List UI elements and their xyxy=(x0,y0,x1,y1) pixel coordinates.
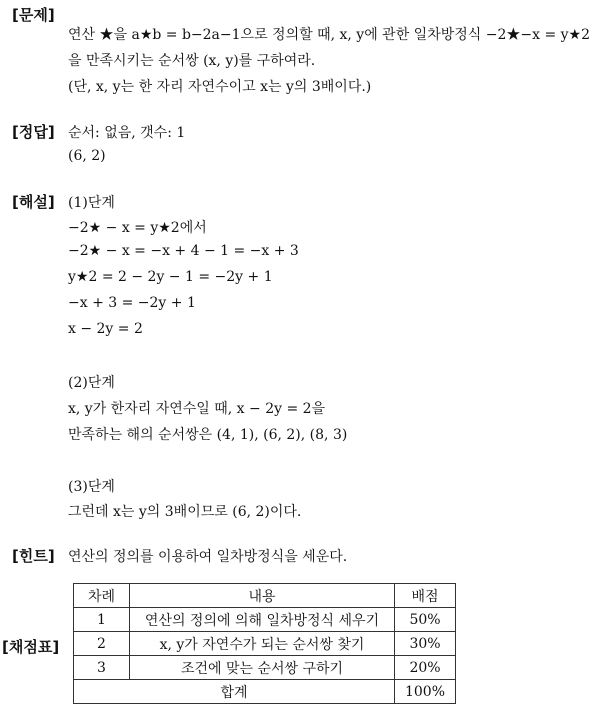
solution-label: [해설] xyxy=(12,193,55,211)
row-content: 연산의 정의에 의해 일차방정식 세우기 xyxy=(130,608,395,632)
solution-line: (3)단계 xyxy=(68,479,115,495)
problem-line: 연산 ★을 a★b = b−2a−1으로 정의할 때, x, y에 관한 일차방정식 −2★−x = y★2 xyxy=(68,27,590,43)
table-row xyxy=(74,608,456,632)
row-order: 1 xyxy=(74,608,130,632)
header-points: 배점 xyxy=(395,584,456,608)
solution-line: x − 2y = 2 xyxy=(68,321,143,337)
answer-line: (6, 2) xyxy=(68,148,106,164)
problem-line: (단, x, y는 한 자리 자연수이고 x는 y의 3배이다.) xyxy=(68,79,372,95)
solution-line: (1)단계 xyxy=(68,195,115,211)
row-points: 30% xyxy=(395,632,456,656)
table-header-row xyxy=(74,584,456,608)
hint-text: 연산의 정의를 이용하여 일차방정식을 세운다. xyxy=(68,549,348,565)
answer-label: [정답] xyxy=(12,123,55,141)
solution-line: −x + 3 = −2y + 1 xyxy=(68,295,196,311)
scoring-label: [채점표] xyxy=(2,638,60,656)
row-points: 50% xyxy=(395,608,456,632)
solution-line: y★2 = 2 − 2y − 1 = −2y + 1 xyxy=(68,269,273,285)
row-content: 조건에 맞는 순서쌍 구하기 xyxy=(130,656,395,680)
scoring-table xyxy=(73,583,456,704)
total-label: 합계 xyxy=(74,680,395,704)
hint-label: [힌트] xyxy=(12,547,55,565)
solution-line: −2★ − x = y★2에서 xyxy=(68,220,207,236)
row-order: 3 xyxy=(74,656,130,680)
row-points: 20% xyxy=(395,656,456,680)
total-value: 100% xyxy=(395,680,456,704)
problem-line: 을 만족시키는 순서쌍 (x, y)를 구하여라. xyxy=(68,53,316,69)
header-content: 내용 xyxy=(130,584,395,608)
solution-line: x, y가 한자리 자연수일 때, x − 2y = 2을 xyxy=(68,401,326,417)
solution-line: −2★ − x = −x + 4 − 1 = −x + 3 xyxy=(68,243,299,259)
row-order: 2 xyxy=(74,632,130,656)
solution-line: 만족하는 해의 순서쌍은 (4, 1), (6, 2), (8, 3) xyxy=(68,427,348,443)
table-total-row xyxy=(74,680,456,704)
problem-label: [문제] xyxy=(12,6,55,24)
header-order: 차례 xyxy=(74,584,130,608)
solution-line: 그런데 x는 y의 3배이므로 (6, 2)이다. xyxy=(68,504,302,520)
answer-line: 순서: 없음, 갯수: 1 xyxy=(68,125,186,141)
table-row xyxy=(74,632,456,656)
table-row xyxy=(74,656,456,680)
row-content: x, y가 자연수가 되는 순서쌍 찾기 xyxy=(130,632,395,656)
solution-line: (2)단계 xyxy=(68,375,115,391)
